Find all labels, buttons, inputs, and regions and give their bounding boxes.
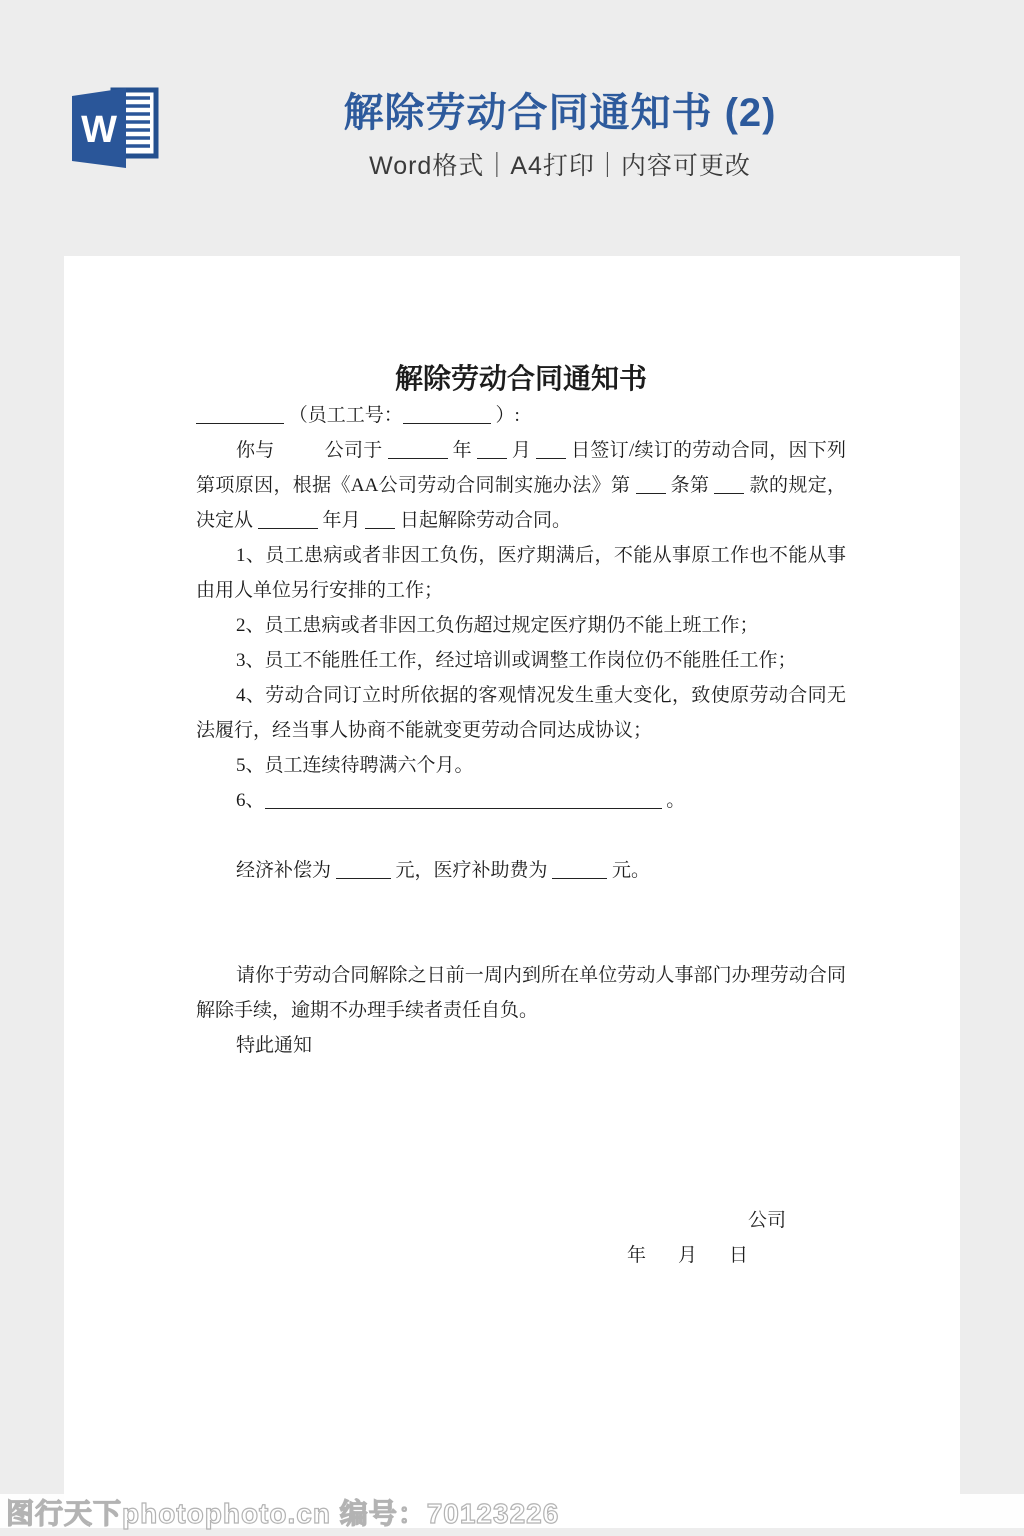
word-icon-graphic <box>66 87 160 175</box>
compensation-amount-blank-line <box>336 859 391 879</box>
signature-year: 年 <box>626 1245 646 1266</box>
salutation-close: ）: <box>495 405 520 426</box>
salutation-line <box>196 398 846 433</box>
word-icon-letter: W <box>81 109 117 151</box>
month-blank-line <box>477 439 507 459</box>
reason-item-1: 1、员工患病或者非因工负伤，医疗期满后，不能从事原工作也不能从事由用人单位另行安排的工作； <box>196 545 846 601</box>
signature-company: 公司 <box>747 1210 786 1231</box>
reason-item-5: 5、员工连续待聘满六个月。 <box>236 755 474 776</box>
watermark-text: 图行天下photophoto.cn 编号：70123226 <box>6 1498 560 1529</box>
effective-year-blank-line <box>258 509 318 529</box>
employee-id-label: （员工工号： <box>288 405 403 426</box>
document-page <box>64 256 960 1528</box>
compensation-line: 经济补偿为 元，医疗补助费为 元。 <box>236 860 651 881</box>
medical-subsidy-blank-line <box>552 859 607 879</box>
notice-line: 特此通知 <box>236 1035 313 1056</box>
signature-month: 月 <box>677 1245 697 1266</box>
effective-day-blank-line <box>365 509 395 529</box>
reason-item-4: 4、劳动合同订立时所依据的客观情况发生重大变化，致使原劳动合同无法履行，经当事人协商不能就变更劳动合同达成协议； <box>196 685 846 741</box>
signature-date <box>196 1238 846 1273</box>
reason-item-6: 6、 。 <box>236 790 686 811</box>
clause-blank-line <box>714 474 744 494</box>
document-content <box>64 256 960 1273</box>
word-file-icon <box>66 87 160 175</box>
reason-item-3: 3、员工不能胜任工作，经过培训或调整工作岗位仍不能胜任工作； <box>236 650 797 671</box>
name-blank-line <box>196 404 284 424</box>
reason-item-2: 2、员工患病或者非因工负伤超过规定医疗期仍不能上班工作； <box>236 615 759 636</box>
article-blank-line <box>636 474 666 494</box>
signature-day: 日 <box>728 1245 748 1266</box>
document-title: 解除劳动合同通知书 <box>394 364 647 395</box>
template-header <box>160 90 960 182</box>
day-blank-line <box>536 439 566 459</box>
template-subtitle: Word格式｜A4打印｜内容可更改 <box>369 152 751 180</box>
year-blank-line <box>388 439 448 459</box>
template-title: 解除劳动合同通知书 (2) <box>343 91 777 135</box>
other-reason-blank-line <box>265 789 662 809</box>
closing-paragraph: 请你于劳动合同解除之日前一周内到所在单位劳动人事部门办理劳动合同解除手续，逾期不办理手续者责任自负。 <box>196 965 846 1021</box>
employee-id-blank-line <box>403 404 491 424</box>
main-paragraph: 你与 公司于 年 月 日签订/续订的劳动合同，因下列第项原因，根据《AA公司劳动合同制实施办法》第 条第 款的规定，决定从 年月 日起解除劳动合同。 <box>196 440 847 531</box>
